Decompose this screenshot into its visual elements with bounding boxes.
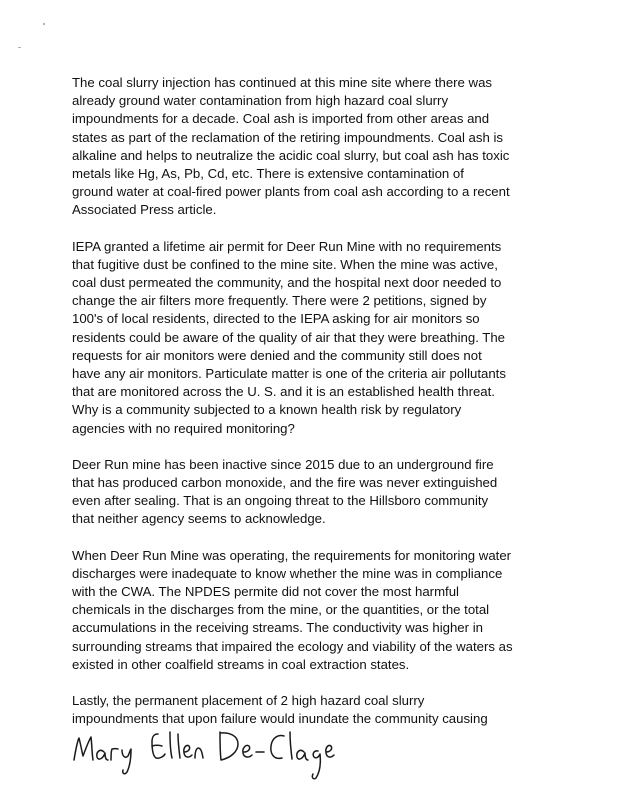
text-line: surrounding streams that impaired the ecology and viability of the waters as: [72, 638, 513, 654]
text-line: impoundments that upon failure would inundate the community causing: [72, 711, 488, 727]
text-line: states as part of the reclamation of the retiring impoundments. Coal ash is: [72, 129, 504, 145]
signature-strokes: [74, 732, 334, 779]
text-line: even after sealing. That is an ongoing threat to the Hillsboro community: [72, 493, 489, 509]
text-line: IEPA granted a lifetime air permit for Deer Run Mine with no requirements: [72, 238, 502, 254]
text-line: residents could be aware of the quality of air that they were breathing. The: [72, 329, 506, 345]
text-line: chemicals in the discharges from the mine, or the quantities, or the total: [72, 602, 490, 618]
text-line: coal dust permeated the community, and the hospital next door needed to: [72, 275, 502, 291]
text-line: discharges were inadequate to know whether the mine was in compliance: [72, 565, 503, 581]
text-line: change the air filters more frequently. There were 2 petitions, signed by: [72, 293, 487, 309]
text-line: existed in other coalfield streams in coal extraction states.: [72, 656, 410, 672]
text-line: that fugitive dust be confined to the mine site. When the mine was active,: [72, 256, 498, 272]
text-line: requests for air monitors were denied and the community still does not: [72, 347, 482, 363]
handwritten-signature: [70, 718, 370, 788]
scan-speck: [43, 23, 45, 25]
paragraph-water-discharges: [72, 547, 552, 674]
text-line: impoundments for a decade. Coal ash is imported from other areas and: [72, 111, 490, 127]
text-line: with the CWA. The NPDES permite did not cover the most harmful: [72, 584, 459, 600]
scan-speck: [18, 47, 21, 48]
text-line: When Deer Run Mine was operating, the requirements for monitoring water: [72, 547, 512, 563]
text-line: 100's of local residents, directed to the IEPA asking for air monitors so: [72, 311, 480, 327]
text-line: ground water at coal-fired power plants from coal ash according to a recent: [72, 184, 510, 200]
text-line: that neither agency seems to acknowledge.: [72, 511, 326, 527]
text-line: that has produced carbon monoxide, and the fire was never extinguished: [72, 475, 498, 491]
text-line: agencies with no required monitoring?: [72, 420, 295, 436]
text-line: that are monitored across the U. S. and it is an established health threat.: [72, 384, 495, 400]
paragraph-air-permit: [72, 238, 552, 438]
text-line: have any air monitors. Particulate matter is one of the criteria air pollutants: [72, 366, 506, 382]
text-line: Deer Run mine has been inactive since 2015 due to an underground fire: [72, 456, 494, 472]
text-line: accumulations in the receiving streams. The conductivity was higher in: [72, 620, 483, 636]
letter-body: [72, 74, 552, 747]
text-line: The coal slurry injection has continued at this mine site where there was: [72, 75, 493, 90]
text-line: Why is a community subjected to a known health risk by regulatory: [72, 402, 462, 418]
text-line: Associated Press article.: [72, 202, 217, 218]
text-line: alkaline and helps to neutralize the acidic coal slurry, but coal ash has toxic: [72, 147, 510, 163]
text-line: Lastly, the permanent placement of 2 high hazard coal slurry: [72, 693, 425, 709]
paragraph-underground-fire: [72, 456, 552, 529]
text-line: metals like Hg, As, Pb, Cd, etc. There is extensive contamination of: [72, 166, 464, 182]
text-line: already ground water contamination from high hazard coal slurry: [72, 93, 449, 109]
paragraph-coal-ash: [72, 74, 552, 220]
